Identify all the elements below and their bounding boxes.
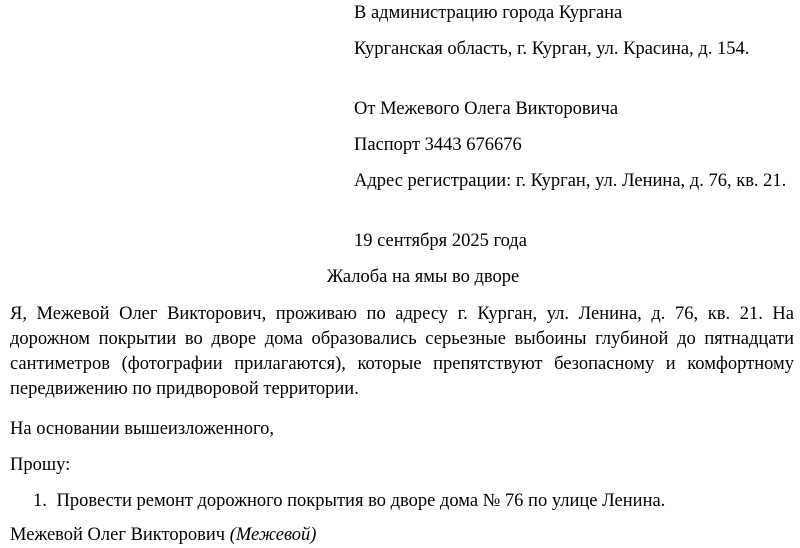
list-item-number: 1. bbox=[33, 491, 47, 511]
sender-line: От Межевого Олега Викторовича bbox=[354, 99, 619, 119]
passport-line: Паспорт 3443 676676 bbox=[354, 135, 522, 155]
addressee-line: В администрацию города Кургана bbox=[354, 3, 623, 23]
list-item-text: Провести ремонт дорожного покрытия во дворе дома № 76 по улице Ленина. bbox=[56, 491, 666, 511]
basis-line: На основании вышеизложенного, bbox=[10, 419, 274, 439]
request-list-item bbox=[33, 489, 665, 514]
complaint-paragraph: Я, Межевой Олег Викторович, проживаю по адресу г. Курган, ул. Ленина, д. 76, кв. 21. На дорожном покрытии во дворе дома образовались серьезные выбоины глубиной до пятнадцати сантиметров (фотографии прилагаются), которые препятствуют безопасному и комфортному передвижению по придворовой территории. bbox=[10, 304, 794, 399]
document-date: 19 сентября 2025 года bbox=[354, 231, 527, 251]
document-title: Жалоба на ямы во дворе bbox=[326, 267, 520, 287]
signature-line bbox=[10, 523, 316, 548]
request-heading: Прошу: bbox=[10, 455, 71, 475]
registration-address: Адрес регистрации: г. Курган, ул. Ленина, д. 76, кв. 21. bbox=[354, 171, 787, 191]
addressee-address: Курганская область, г. Курган, ул. Красина, д. 154. bbox=[354, 39, 750, 59]
signature-name: Межевой Олег Викторович bbox=[10, 525, 226, 545]
handwritten-signature: (Межевой) bbox=[229, 525, 317, 545]
